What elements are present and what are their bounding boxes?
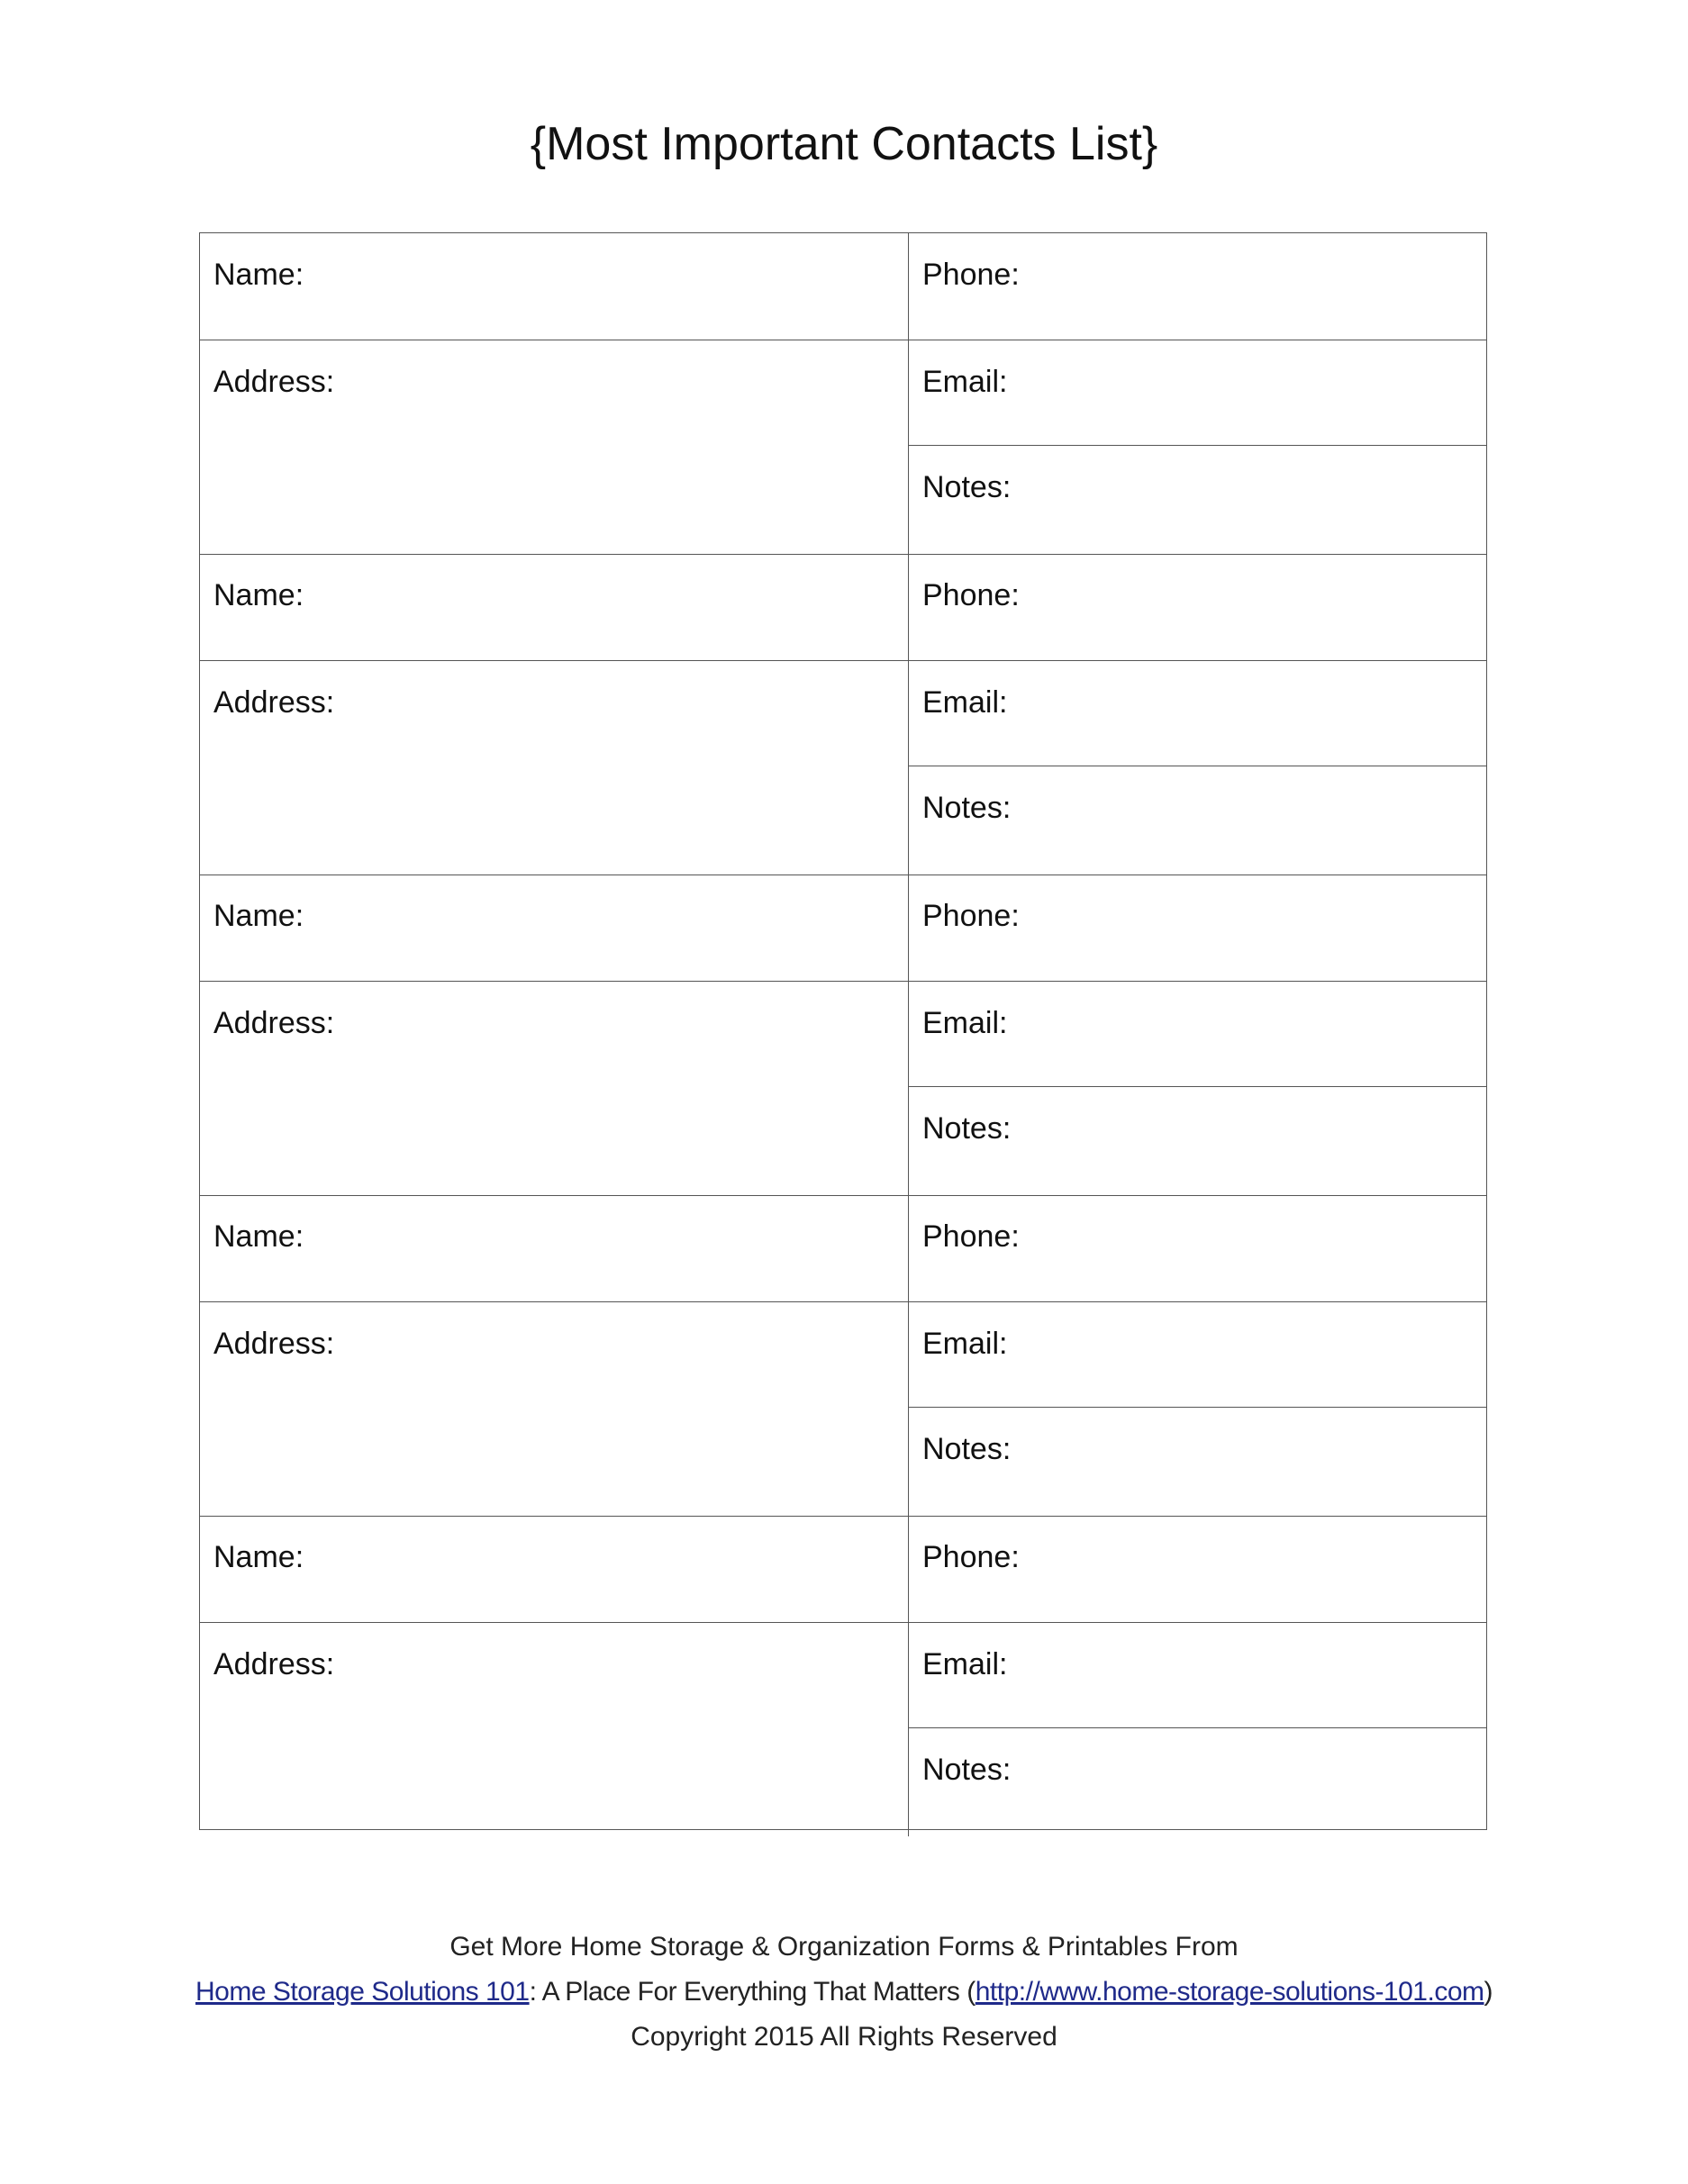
email-cell[interactable] (909, 661, 1486, 766)
email-cell[interactable] (909, 340, 1486, 446)
contact-block (200, 554, 1486, 875)
notes-cell[interactable] (909, 1408, 1486, 1516)
contacts-table (199, 232, 1487, 1830)
email-label: Email: (922, 1647, 1008, 1681)
contact-block (200, 875, 1486, 1196)
footer-copyright: Copyright 2015 All Rights Reserved (631, 2022, 1057, 2052)
name-label: Name: (213, 1219, 304, 1254)
phone-cell[interactable] (909, 233, 1486, 340)
email-label: Email: (922, 685, 1008, 720)
name-label: Name: (213, 899, 304, 933)
email-cell[interactable] (909, 1623, 1486, 1728)
notes-cell[interactable] (909, 766, 1486, 875)
address-cell[interactable] (200, 1302, 909, 1516)
notes-cell[interactable] (909, 1728, 1486, 1836)
contact-block (200, 1195, 1486, 1517)
page-title: {Most Important Contacts List} (530, 118, 1158, 170)
footer-close-paren: ) (1484, 1977, 1493, 2007)
notes-label: Notes: (922, 1111, 1012, 1146)
name-cell[interactable] (200, 233, 909, 340)
address-cell[interactable] (200, 340, 909, 554)
phone-cell[interactable] (909, 875, 1486, 982)
footer-tagline: : A Place For Everything That Matters ( (529, 1977, 976, 2007)
email-cell[interactable] (909, 982, 1486, 1087)
phone-label: Phone: (922, 578, 1020, 612)
site-name-link[interactable]: Home Storage Solutions 101 (195, 1977, 530, 2007)
email-label: Email: (922, 1327, 1008, 1361)
notes-label: Notes: (922, 791, 1012, 825)
phone-cell[interactable] (909, 1195, 1486, 1302)
phone-cell[interactable] (909, 554, 1486, 661)
notes-label: Notes: (922, 1432, 1012, 1466)
notes-cell[interactable] (909, 1087, 1486, 1195)
name-label: Name: (213, 578, 304, 612)
name-label: Name: (213, 1540, 304, 1574)
address-label: Address: (213, 1006, 335, 1040)
address-cell[interactable] (200, 661, 909, 875)
email-label: Email: (922, 365, 1008, 399)
address-label: Address: (213, 1647, 335, 1681)
name-cell[interactable] (200, 554, 909, 661)
notes-cell[interactable] (909, 446, 1486, 554)
phone-cell[interactable] (909, 1516, 1486, 1623)
notes-label: Notes: (922, 1753, 1012, 1787)
contact-block (200, 1516, 1486, 1836)
notes-label: Notes: (922, 470, 1012, 504)
address-label: Address: (213, 685, 335, 720)
address-cell[interactable] (200, 982, 909, 1195)
contact-block (200, 233, 1486, 555)
phone-label: Phone: (922, 1219, 1020, 1254)
footer-promo-text: Get More Home Storage & Organization Forms & Printables From (449, 1932, 1239, 1962)
site-url-link[interactable]: http://www.home-storage-solutions-101.com (975, 1977, 1484, 2007)
name-cell[interactable] (200, 1195, 909, 1302)
address-label: Address: (213, 1327, 335, 1361)
name-cell[interactable] (200, 1516, 909, 1623)
name-label: Name: (213, 258, 304, 292)
email-cell[interactable] (909, 1302, 1486, 1408)
phone-label: Phone: (922, 1540, 1020, 1574)
phone-label: Phone: (922, 258, 1020, 292)
name-cell[interactable] (200, 875, 909, 982)
address-label: Address: (213, 365, 335, 399)
email-label: Email: (922, 1006, 1008, 1040)
footer-link-line (0, 1977, 1688, 2007)
address-cell[interactable] (200, 1623, 909, 1836)
phone-label: Phone: (922, 899, 1020, 933)
